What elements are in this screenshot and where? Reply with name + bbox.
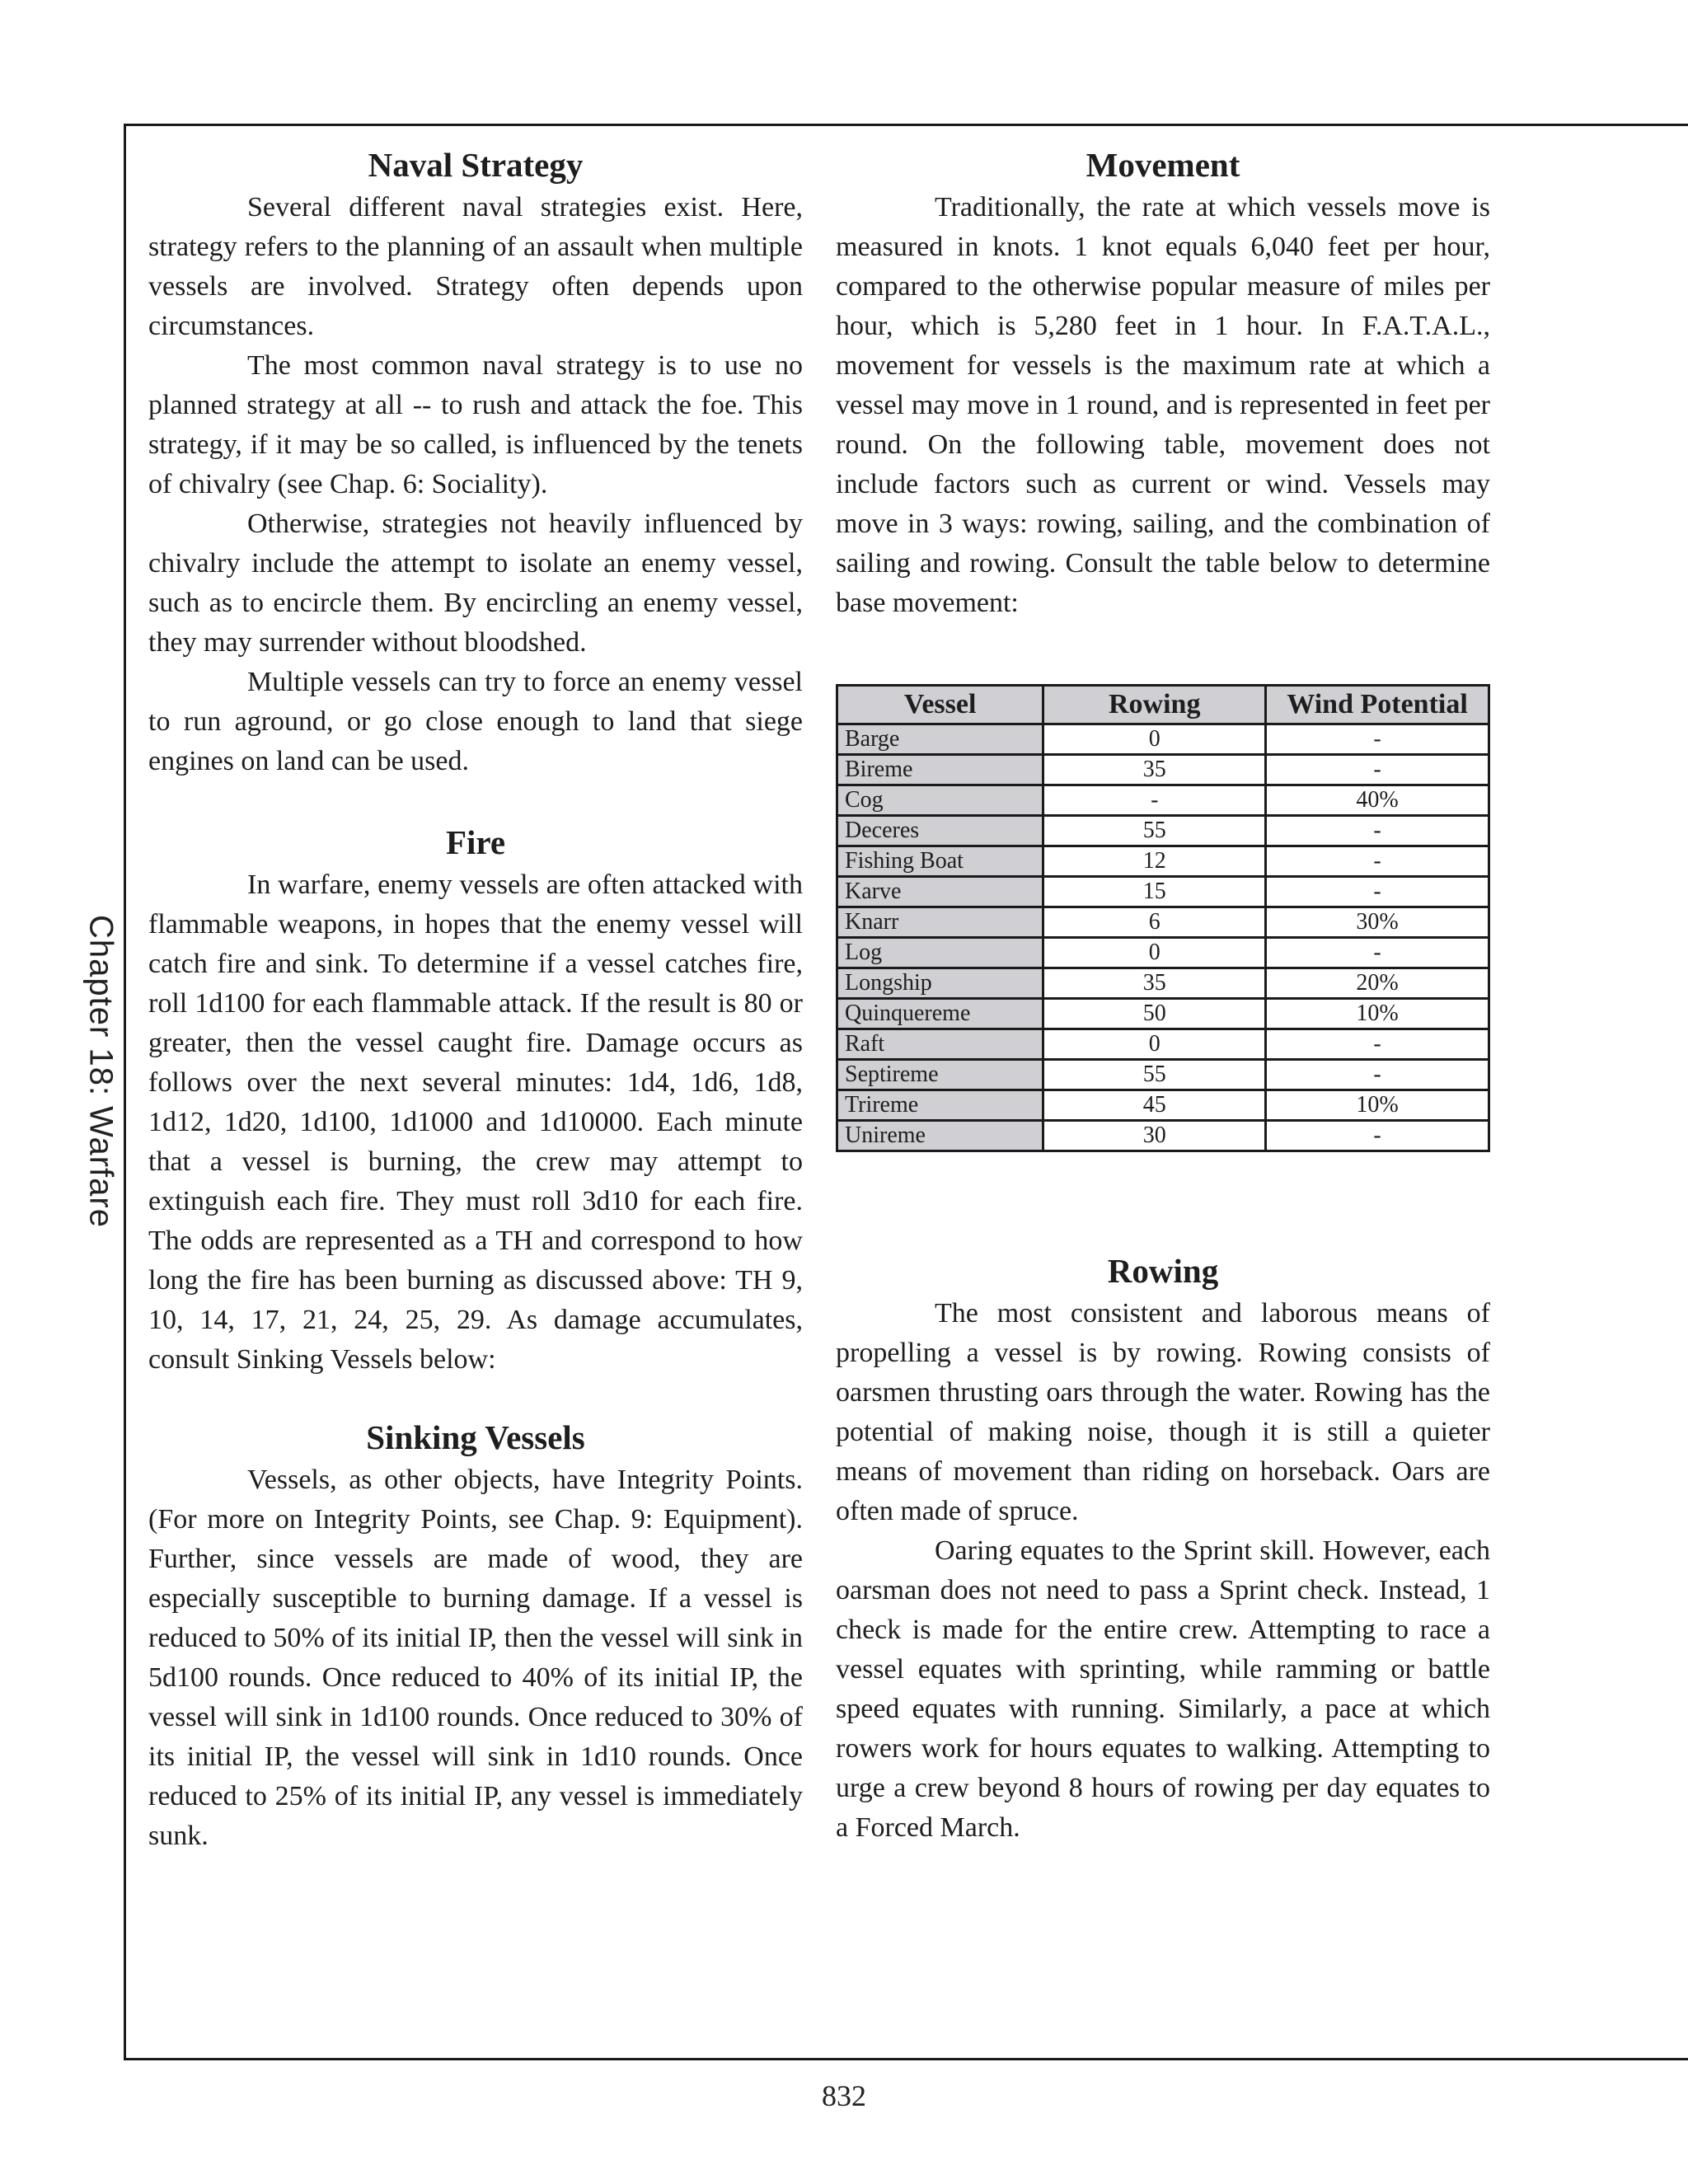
table-row <box>837 1090 1489 1121</box>
movement-heading: Movement <box>1085 146 1240 184</box>
right-column <box>836 142 1490 1848</box>
wind-potential-cell: - <box>1266 846 1489 877</box>
column-header-rowing: Rowing <box>1043 686 1266 724</box>
table-row <box>837 816 1489 846</box>
vessel-cell: Bireme <box>837 755 1043 785</box>
wind-potential-cell: 30% <box>1266 907 1489 938</box>
wind-potential-cell: - <box>1266 877 1489 907</box>
vessel-cell: Cog <box>837 785 1043 816</box>
fire-paragraph-1: In warfare, enemy vessels are often attacked with flammable weapons, in hopes that the enemy vessel will catch fire and sink. To determine if a vessel catches fire, roll 1d100 for each flammable attack. If the result is 80 or greater, then the vessel caught fire. Damage occurs as follows over the next several minutes: 1d4, 1d6, 1d8, 1d12, 1d20, 1d100, 1d1000 and 1d10000. Each minute that a vessel is burning, the crew may attempt to extinguish each fire. They must roll 3d10 for each fire. The odds are represented as a TH and correspond to how long the fire has been burning as discussed above: TH 9, 10, 14, 17, 21, 24, 25, 29. As damage accumulates, consult Sinking Vessels below: <box>148 869 803 1375</box>
table-row <box>837 877 1489 907</box>
page-frame-top <box>124 124 1688 126</box>
rowing-cell: - <box>1043 785 1266 816</box>
wind-potential-cell: 10% <box>1266 1090 1489 1121</box>
wind-potential-cell: - <box>1266 1029 1489 1060</box>
naval-strategy-paragraph-4: Multiple vessels can try to force an enemy vessel to run aground, or go close enough to land that siege engines on land can be used. <box>148 667 803 776</box>
rowing-cell: 55 <box>1043 1060 1266 1090</box>
wind-potential-cell: 40% <box>1266 785 1489 816</box>
vessel-cell: Unireme <box>837 1121 1043 1151</box>
movement-paragraph-1: Traditionally, the rate at which vessels move is measured in knots. 1 knot equals 6,040 feet per hour, compared to the otherwise popular measure of miles per hour, which is 5,280 feet in 1 hour. In F.A.T.A.L., movement for vessels is the maximum rate at which a vessel may move in 1 round, and is represented in feet per round. On the following table, movement does not include factors such as current or wind. Vessels may move in 3 ways: rowing, sailing, and the combination of sailing and rowing. Consult the table below to determine base movement: <box>836 192 1490 618</box>
rowing-cell: 12 <box>1043 846 1266 877</box>
table-row <box>837 968 1489 999</box>
rowing-cell: 0 <box>1043 1029 1266 1060</box>
wind-potential-cell: 10% <box>1266 999 1489 1029</box>
table-row <box>837 724 1489 755</box>
wind-potential-cell: - <box>1266 755 1489 785</box>
rowing-cell: 0 <box>1043 938 1266 968</box>
rowing-cell: 45 <box>1043 1090 1266 1121</box>
naval-strategy-section <box>148 142 803 781</box>
fire-section <box>148 819 803 1380</box>
rowing-cell: 15 <box>1043 877 1266 907</box>
column-header-wind-potential: Wind Potential <box>1266 686 1489 724</box>
wind-potential-cell: - <box>1266 816 1489 846</box>
naval-strategy-paragraph-3: Otherwise, strategies not heavily influenced by chivalry include the attempt to isolate an enemy vessel, such as to encircle them. By encircling an enemy vessel, they may surrender without bloodshed. <box>148 509 803 658</box>
movement-section <box>836 142 1490 623</box>
vessel-cell: Raft <box>837 1029 1043 1060</box>
sinking-vessels-section <box>148 1414 803 1856</box>
rowing-cell: 0 <box>1043 724 1266 755</box>
table-body <box>837 724 1489 1151</box>
rowing-heading: Rowing <box>1107 1252 1219 1290</box>
table-row <box>837 938 1489 968</box>
rowing-cell: 55 <box>1043 816 1266 846</box>
table-row <box>837 907 1489 938</box>
fire-heading: Fire <box>445 823 506 861</box>
chapter-side-label: Chapter 18: Warfare <box>82 915 120 1228</box>
naval-strategy-paragraph-1: Several different naval strategies exist. Here, strategy refers to the planning of an assault when multiple vessels are involved. Strategy often depends upon circumstances. <box>148 192 803 341</box>
table-row <box>837 1029 1489 1060</box>
vessel-cell: Longship <box>837 968 1043 999</box>
rowing-section <box>836 1248 1490 1848</box>
table-row <box>837 1121 1489 1151</box>
naval-strategy-heading: Naval Strategy <box>368 146 584 184</box>
table-row <box>837 846 1489 877</box>
column-header-vessel: Vessel <box>837 686 1043 724</box>
rowing-cell: 30 <box>1043 1121 1266 1151</box>
page-number: 832 <box>822 2079 866 2112</box>
sinking-vessels-paragraph-1: Vessels, as other objects, have Integrity Points. (For more on Integrity Points, see Chap. 9: Equipment). Further, since vessels are made of wood, they are especially susceptible to burning damage. If a vessel is reduced to 50% of its initial IP, then the vessel will sink in 5d100 rounds. Once reduced to 40% of its initial IP, the vessel will sink in 1d100 rounds. Once reduced to 30% of its initial IP, the vessel will sink in 1d10 rounds. Once reduced to 25% of its initial IP, any vessel is immediately sunk. <box>148 1465 803 1851</box>
naval-strategy-paragraph-2: The most common naval strategy is to use no planned strategy at all -- to rush and attack the foe. This strategy, if it may be so called, is influenced by the tenets of chivalry (see Chap. 6: Sociality). <box>148 350 803 499</box>
wind-potential-cell: - <box>1266 1060 1489 1090</box>
rowing-paragraph-1: The most consistent and laborous means of propelling a vessel is by rowing. Rowing consists of oarsmen thrusting oars through the water. Rowing has the potential of making noise, though it is still a quieter means of movement than riding on horseback. Oars are often made of spruce. <box>836 1298 1490 1526</box>
vessel-cell: Barge <box>837 724 1043 755</box>
vessel-cell: Deceres <box>837 816 1043 846</box>
wind-potential-cell: - <box>1266 1121 1489 1151</box>
left-column <box>148 142 803 1856</box>
vessel-movement-table <box>836 684 1490 1152</box>
sinking-vessels-heading: Sinking Vessels <box>366 1418 585 1456</box>
table-row <box>837 785 1489 816</box>
rowing-cell: 35 <box>1043 755 1266 785</box>
vessel-cell: Septireme <box>837 1060 1043 1090</box>
page-frame-left <box>124 124 126 2060</box>
wind-potential-cell: - <box>1266 724 1489 755</box>
vessel-cell: Log <box>837 938 1043 968</box>
table-row <box>837 755 1489 785</box>
wind-potential-cell: - <box>1266 938 1489 968</box>
vessel-cell: Knarr <box>837 907 1043 938</box>
rowing-cell: 50 <box>1043 999 1266 1029</box>
page-frame-bottom <box>124 2058 1688 2060</box>
vessel-cell: Quinquereme <box>837 999 1043 1029</box>
table-row <box>837 1060 1489 1090</box>
rowing-cell: 6 <box>1043 907 1266 938</box>
rowing-paragraph-2: Oaring equates to the Sprint skill. However, each oarsman does not need to pass a Sprint check. Instead, 1 check is made for the entire crew. Attempting to race a vessel equates with sprinting, while ramming or battle speed equates with running. Similarly, a pace at which rowers work for hours equates to walking. Attempting to urge a crew beyond 8 hours of rowing per day equates to a Forced March. <box>836 1535 1490 1843</box>
rowing-cell: 35 <box>1043 968 1266 999</box>
vessel-cell: Trireme <box>837 1090 1043 1121</box>
table-row <box>837 999 1489 1029</box>
vessel-cell: Karve <box>837 877 1043 907</box>
table-header-row <box>837 686 1489 724</box>
vessel-cell: Fishing Boat <box>837 846 1043 877</box>
wind-potential-cell: 20% <box>1266 968 1489 999</box>
